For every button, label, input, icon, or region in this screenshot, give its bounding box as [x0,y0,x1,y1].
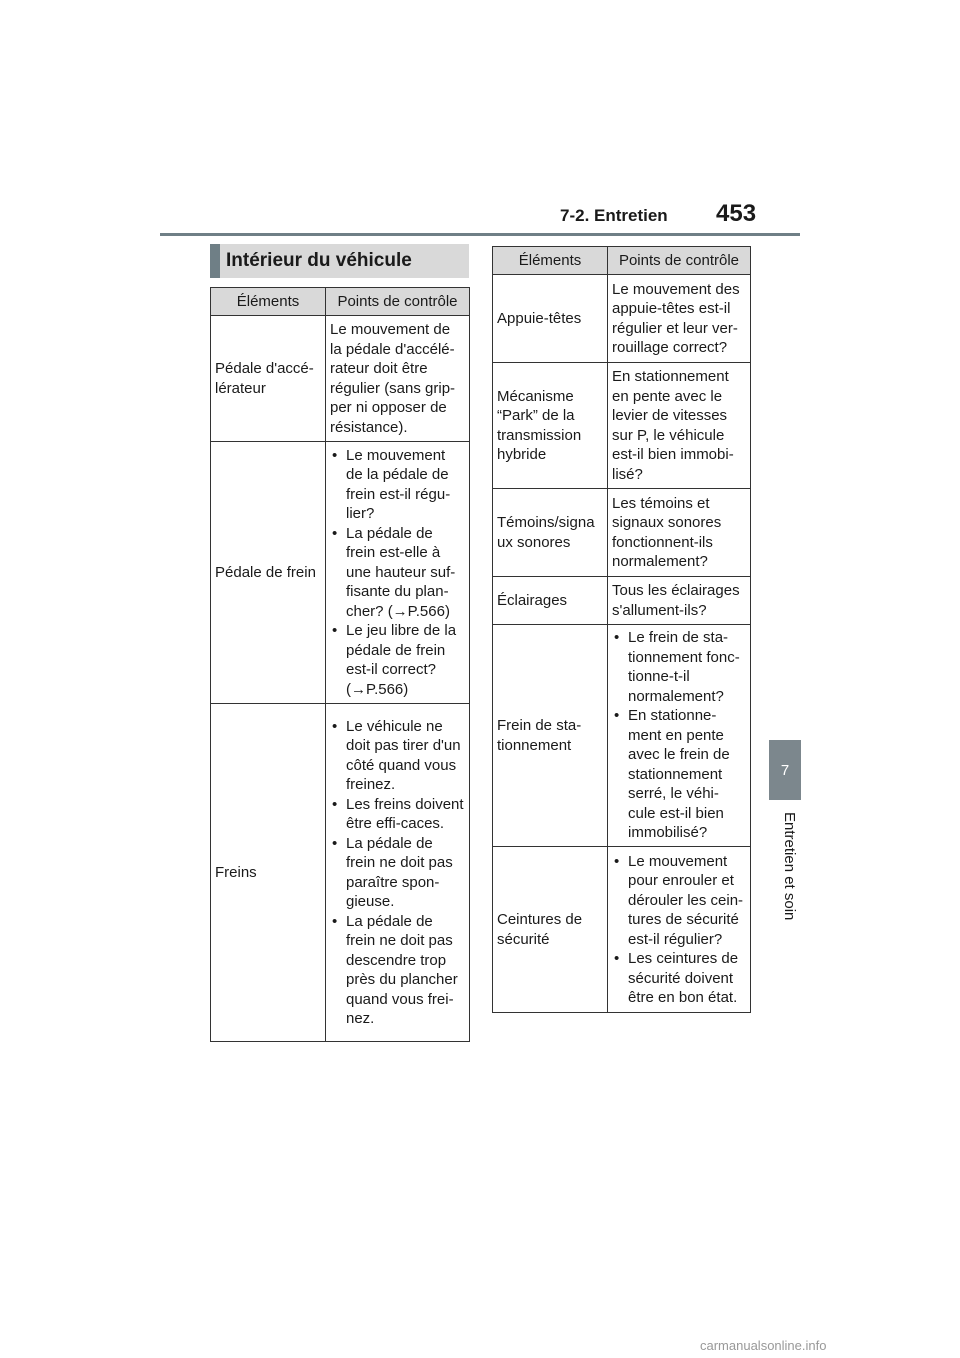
row-check: Le mouvement des appuie-têtes est-il régulier et leur ver-rouillage correct? [608,275,751,363]
table-row [211,442,470,704]
row-item: Frein de sta-tionnement [493,625,608,847]
col-checks-header: Points de contrôle [326,288,470,316]
list-item: • Le mouvement de la pédale de frein est-il régu-lier? [330,446,465,524]
row-item: Pédale de frein [211,442,326,704]
col-items-header: Éléments [211,288,326,316]
table-row [211,704,470,1042]
right-check-table [492,246,751,1013]
col-checks-header: Points de contrôle [608,247,751,275]
list-item: • La pédale de frein ne doit pas paraître spon-gieuse. [330,834,465,912]
row-check: Les témoins et signaux sonores fonctionnent-ils normalement? [608,489,751,577]
table-header-row [493,247,751,275]
table-row [493,577,751,625]
row-check: Le mouvement de la pédale d'accélé-rateur doit être régulier (sans grip-per ni opposer de résistance). [326,316,470,442]
row-check [326,442,470,704]
left-check-table [210,287,470,1042]
row-item: Éclairages [493,577,608,625]
table-row [493,275,751,363]
row-check [326,704,470,1042]
row-item: Ceintures de sécurité [493,847,608,1013]
row-item: Pédale d'accé-lérateur [211,316,326,442]
list-item: • Les ceintures de sécurité doivent être en bon état. [612,949,746,1008]
row-item: Freins [211,704,326,1042]
col-items-header: Éléments [493,247,608,275]
table-row [493,363,751,489]
section-heading: 7-2. Entretien [560,206,668,225]
page-number: 453 [716,200,757,227]
chapter-tab: 7 [769,740,801,800]
list-item: • Le frein de sta-tionnement fonc-tionne-t-il normalement? [612,628,746,706]
watermark: carmanualsonline.info [700,1338,827,1353]
list-item: • En stationne-ment en pente avec le frein de stationnement serré, le véhi-cule est-il bien immobilisé? [612,706,746,843]
section-title: Intérieur du véhicule [210,244,469,278]
table-row [493,625,751,847]
header-divider [160,233,800,236]
row-item: Appuie-têtes [493,275,608,363]
list-item: • Le mouvement pour enrouler et dérouler les cein-tures de sécurité est-il régulier? [612,852,746,950]
list-item: • Les freins doivent être effi-caces. [330,795,465,834]
list-item: • Le véhicule ne doit pas tirer d'un côté quand vous freinez. [330,717,465,795]
list-item: • Le jeu libre de la pédale de frein est-il correct? (→P.566) [330,621,465,699]
list-item: • La pédale de frein est-elle à une hauteur suf-fisante du plan-cher? (→P.566) [330,524,465,622]
row-item: Mécanisme “Park” de la transmission hybride [493,363,608,489]
list-item: • La pédale de frein ne doit pas descendre trop près du plancher quand vous frei-nez. [330,912,465,1029]
table-row [493,489,751,577]
row-check [608,847,751,1013]
row-check: En stationnement en pente avec le levier de vitesses sur P, le véhicule est-il bien immobi-lisé? [608,363,751,489]
row-check [608,625,751,847]
row-item: Témoins/signa ux sonores [493,489,608,577]
table-header-row [211,288,470,316]
row-check: Tous les éclairages s'allument-ils? [608,577,751,625]
table-row [211,316,470,442]
chapter-label: Entretien et soin [781,812,798,921]
table-row [493,847,751,1013]
